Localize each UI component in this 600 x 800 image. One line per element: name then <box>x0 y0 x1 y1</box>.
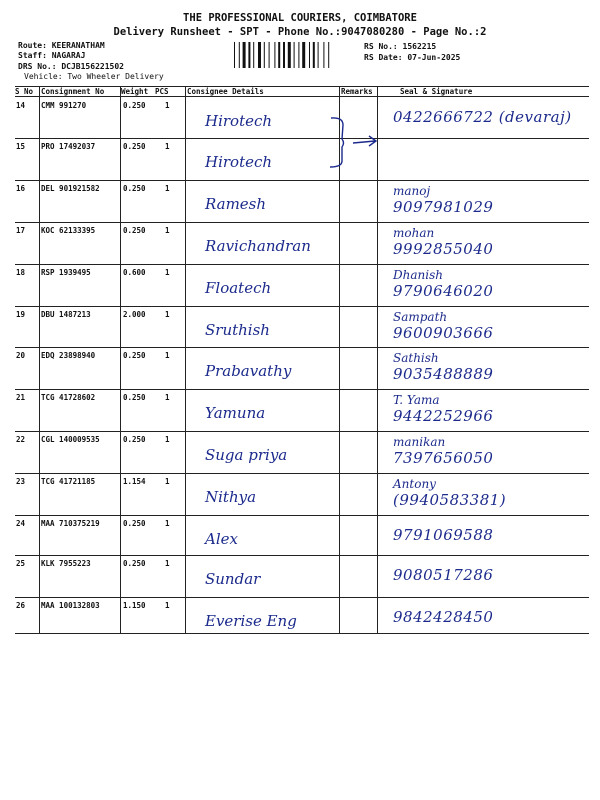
pieces-count: 1 <box>165 601 170 610</box>
consignment-number: MAA 100132803 <box>41 601 100 610</box>
receiver-phone-handwriting: 9790646020 <box>393 282 494 300</box>
receiver-name-handwriting: Antony <box>393 477 436 491</box>
row-rule <box>15 555 589 556</box>
receiver-phone-handwriting: 9600903666 <box>393 324 494 342</box>
rs-number: RS No.: 1562215 <box>364 42 437 51</box>
serial-number: 19 <box>16 310 26 319</box>
weight-value: 0.250 <box>123 351 146 360</box>
barcode-image <box>233 42 351 68</box>
col-header-weight: Weight <box>121 87 149 96</box>
serial-number: 26 <box>16 601 26 610</box>
serial-number: 22 <box>16 435 26 444</box>
serial-number: 23 <box>16 477 26 486</box>
consignment-number: MAA 710375219 <box>41 519 100 528</box>
weight-value: 0.250 <box>123 559 146 568</box>
receiver-name-handwriting: Sathish <box>393 351 439 365</box>
consignee-handwriting: Floatech <box>205 279 272 297</box>
consignee-handwriting: Hirotech <box>205 112 273 130</box>
receiver-phone-handwriting: 9080517286 <box>393 566 494 584</box>
weight-value: 0.250 <box>123 101 146 110</box>
consignee-handwriting: Hirotech <box>205 153 273 171</box>
serial-number: 15 <box>16 142 26 151</box>
row-rule <box>15 515 589 516</box>
consignment-number: TCG 41721185 <box>41 477 96 486</box>
col-divider <box>120 86 121 634</box>
rs-date: RS Date: 07-Jun-2025 <box>364 53 461 62</box>
weight-value: 1.154 <box>123 477 146 486</box>
consignment-number: DEL 901921582 <box>41 184 100 193</box>
row-rule <box>15 473 589 474</box>
bracket-arrow-mark <box>315 111 395 171</box>
receiver-phone-handwriting: 9097981029 <box>393 198 494 216</box>
receiver-name-handwriting: manikan <box>393 435 446 449</box>
weight-value: 0.250 <box>123 184 146 193</box>
receiver-phone-handwriting: 9992855040 <box>393 240 494 258</box>
pieces-count: 1 <box>165 477 170 486</box>
serial-number: 24 <box>16 519 26 528</box>
vehicle-label: Vehicle: Two Wheeler Delivery <box>24 72 164 81</box>
consignee-handwriting: Ravichandran <box>205 237 311 255</box>
row-rule <box>15 222 589 223</box>
weight-value: 1.150 <box>123 601 146 610</box>
consignee-handwriting: Everise Eng <box>205 612 297 630</box>
pieces-count: 1 <box>165 519 170 528</box>
receiver-phone-handwriting: 7397656050 <box>393 449 494 467</box>
consignment-number: EDQ 23898940 <box>41 351 96 360</box>
receiver-name-handwriting: Sampath <box>393 310 448 324</box>
consignment-number: CMM 991270 <box>41 101 87 110</box>
row-rule <box>15 347 589 348</box>
receiver-phone-handwriting: 0422666722 (devaraj) <box>393 108 572 126</box>
consignment-number: DBU 1487213 <box>41 310 91 319</box>
header-rule <box>15 96 589 97</box>
consignee-handwriting: Prabavathy <box>205 362 292 380</box>
consignment-number: KLK 7955223 <box>41 559 91 568</box>
weight-value: 0.250 <box>123 142 146 151</box>
pieces-count: 1 <box>165 268 170 277</box>
pieces-count: 1 <box>165 310 170 319</box>
staff-label: Staff: NAGARAJ <box>18 51 86 60</box>
row-rule <box>15 431 589 432</box>
consignee-handwriting: Alex <box>205 530 238 548</box>
row-rule <box>15 633 589 634</box>
receiver-name-handwriting: mohan <box>393 226 435 240</box>
receiver-name-handwriting: manoj <box>393 184 431 198</box>
consignee-handwriting: Sundar <box>205 570 261 588</box>
serial-number: 20 <box>16 351 26 360</box>
col-header-pcs: PCS <box>155 87 169 96</box>
consignment-number: TCG 41728602 <box>41 393 96 402</box>
weight-value: 2.000 <box>123 310 146 319</box>
receiver-phone-handwriting: 9442252966 <box>393 407 494 425</box>
consignee-handwriting: Yamuna <box>205 404 266 422</box>
runsheet-subtitle: Delivery Runsheet - SPT - Phone No.:9047080280 - Page No.:2 <box>113 26 487 38</box>
weight-value: 0.600 <box>123 268 146 277</box>
runsheet-table <box>15 86 589 634</box>
weight-value: 0.250 <box>123 519 146 528</box>
serial-number: 25 <box>16 559 26 568</box>
consignee-handwriting: Ramesh <box>205 195 267 213</box>
pieces-count: 1 <box>165 101 170 110</box>
col-divider <box>39 86 40 634</box>
consignment-number: PRO 17492037 <box>41 142 96 151</box>
pieces-count: 1 <box>165 184 170 193</box>
weight-value: 0.250 <box>123 393 146 402</box>
row-rule <box>15 389 589 390</box>
weight-value: 0.250 <box>123 435 146 444</box>
col-header-consignment: Consignment No <box>41 87 105 96</box>
pieces-count: 1 <box>165 226 170 235</box>
serial-number: 16 <box>16 184 26 193</box>
serial-number: 17 <box>16 226 26 235</box>
col-header-remarks: Remarks <box>341 87 373 96</box>
col-divider <box>185 86 186 634</box>
weight-value: 0.250 <box>123 226 146 235</box>
consignee-handwriting: Nithya <box>205 488 257 506</box>
consignment-number: RSP 1939495 <box>41 268 91 277</box>
col-header-sno: S No <box>15 87 34 96</box>
row-rule <box>15 264 589 265</box>
receiver-phone-handwriting: 9035488889 <box>393 365 494 383</box>
receiver-phone-handwriting: (9940583381) <box>393 491 507 509</box>
pieces-count: 1 <box>165 351 170 360</box>
receiver-phone-handwriting: 9791069588 <box>393 526 494 544</box>
consignment-number: CGL 140009535 <box>41 435 100 444</box>
row-rule <box>15 597 589 598</box>
row-rule <box>15 180 589 181</box>
consignment-number: KOC 62133395 <box>41 226 96 235</box>
row-rule <box>15 138 589 139</box>
pieces-count: 1 <box>165 393 170 402</box>
serial-number: 14 <box>16 101 26 110</box>
pieces-count: 1 <box>165 559 170 568</box>
row-rule <box>15 306 589 307</box>
receiver-name-handwriting: T. Yama <box>393 393 440 407</box>
receiver-phone-handwriting: 9842428450 <box>393 608 494 626</box>
col-header-consignee: Consignee Details <box>187 87 264 96</box>
receiver-name-handwriting: Dhanish <box>393 268 443 282</box>
route-label: Route: KEERANATHAM <box>18 41 105 50</box>
serial-number: 21 <box>16 393 26 402</box>
pieces-count: 1 <box>165 435 170 444</box>
drs-number: DRS No.: DCJB156221502 <box>18 62 124 71</box>
consignee-handwriting: Suga priya <box>205 446 288 464</box>
consignee-handwriting: Sruthish <box>205 321 270 339</box>
serial-number: 18 <box>16 268 26 277</box>
col-header-signature: Seal & Signature <box>400 87 473 96</box>
company-title: THE PROFESSIONAL COURIERS, COIMBATORE <box>183 12 417 24</box>
pieces-count: 1 <box>165 142 170 151</box>
